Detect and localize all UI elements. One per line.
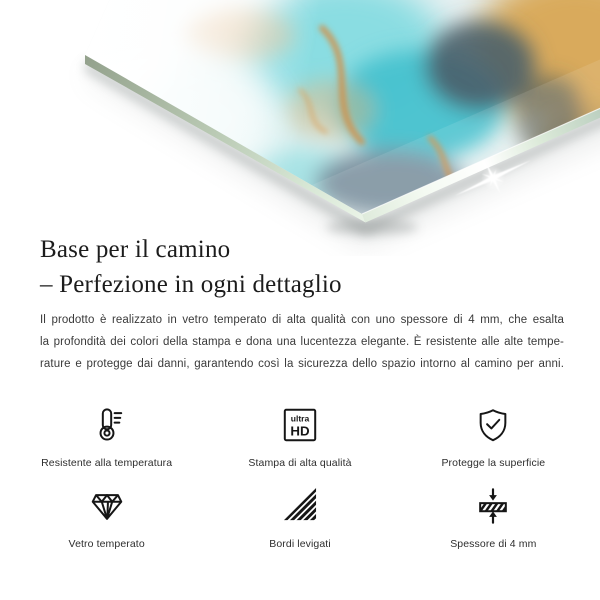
feature-surface-protection xyxy=(397,402,590,483)
shield-check-icon xyxy=(474,402,512,448)
description-line: la profondità dei colori della stampa e dona una lucentezza elegante. È resistente alle alte tempe- xyxy=(40,335,564,348)
page-title xyxy=(40,232,560,302)
feature-label: Bordi levigati xyxy=(269,538,331,550)
feature-label: Spessore di 4 mm xyxy=(450,538,537,550)
feature-temperature xyxy=(10,402,203,483)
svg-text:ultra: ultra xyxy=(290,413,310,424)
product-description xyxy=(40,310,564,375)
diamond-icon xyxy=(88,483,126,529)
feature-print-quality xyxy=(203,402,396,483)
thermometer-icon xyxy=(88,402,126,448)
feature-label: Stampa di alta qualità xyxy=(248,457,352,469)
feature-label: Protegge la superficie xyxy=(441,457,546,469)
description-line: Il prodotto è realizzato in vetro temperato di alta qualità con uno spessore di 4 mm, che esalta xyxy=(40,314,564,326)
feature-grid xyxy=(10,402,590,564)
description-line: rature e protegge dai danni, garantendo così la sicurezza dello spazio intorno al camino per anni. xyxy=(40,357,564,370)
feature-tempered-glass xyxy=(10,483,203,564)
feature-polished-edges xyxy=(203,483,396,564)
feature-label: Resistente alla temperatura xyxy=(41,457,173,469)
ultra-hd-icon xyxy=(281,402,319,448)
title-line-1: Base per il camino xyxy=(40,236,231,263)
title-line-2: – Perfezione in ogni dettaglio xyxy=(40,271,342,298)
product-photo xyxy=(0,0,600,256)
svg-text:HD: HD xyxy=(290,423,310,439)
polished-edges-icon xyxy=(281,483,319,529)
feature-thickness xyxy=(397,483,590,564)
feature-label: Vetro temperato xyxy=(68,538,145,550)
thickness-4mm-icon xyxy=(474,483,512,529)
